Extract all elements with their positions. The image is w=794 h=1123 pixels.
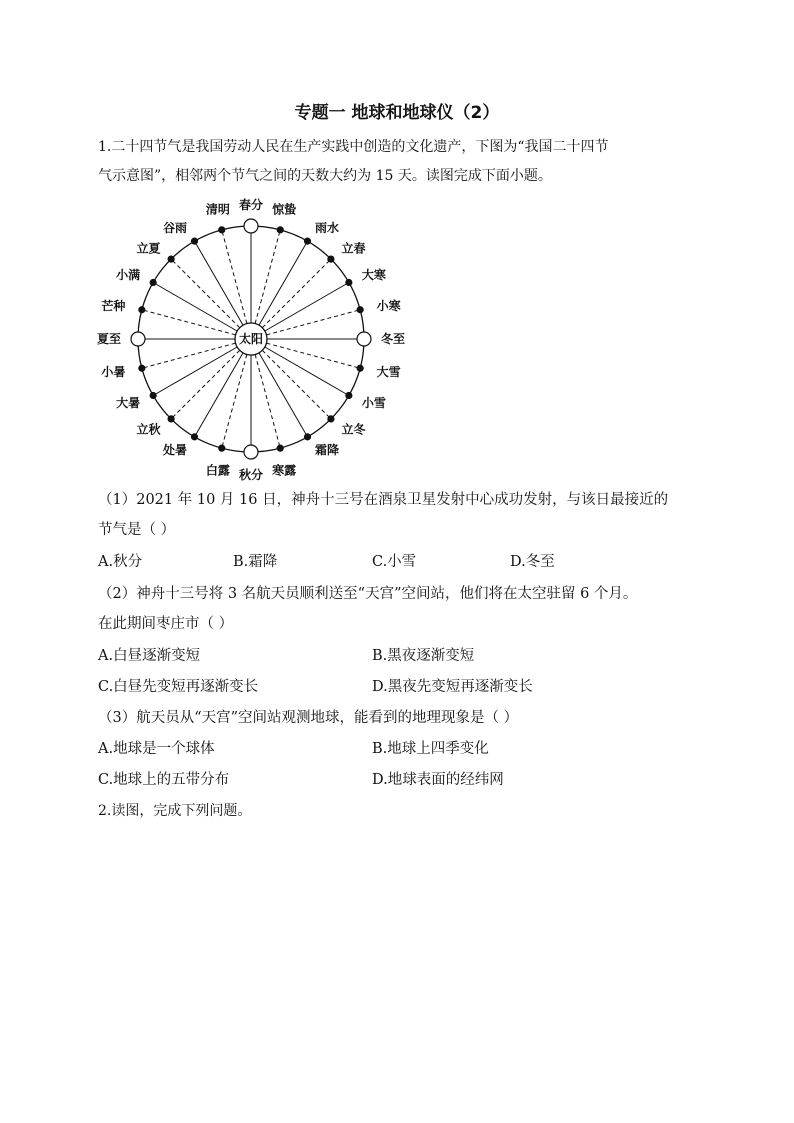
q3-option-c: C.地球上的五带分布 — [98, 772, 230, 788]
term-marker — [150, 280, 156, 286]
major-term-marker — [244, 219, 258, 233]
q2-option-c: C.白昼先变短再逐渐变长 — [98, 679, 259, 695]
q2-option-d: D.黑夜先变短再逐渐变长 — [372, 679, 533, 695]
term-marker — [150, 393, 156, 399]
term-label-19: 寒露 — [272, 463, 297, 478]
term-marker — [346, 280, 352, 286]
spoke-9 — [171, 259, 240, 328]
q1-line-1: （1）2021 年 10 月 16 日，神舟十三号在酒泉卫星发射中心成功发射，与该日最接近的 — [98, 492, 669, 508]
term-label-22: 小雪 — [361, 396, 386, 410]
intro-line-2: 气示意图”，相邻两个节气之间的天数大约为 15 天。读图完成下面小题。 — [98, 168, 552, 184]
q2-line-1: （2）神舟十三号将 3 名航天员顺利送至“天宫”空间站，他们将在太空驻留 6 个月。 — [98, 586, 638, 602]
term-label-1: 小寒 — [376, 298, 401, 313]
term-marker — [192, 434, 198, 440]
spoke-21 — [262, 350, 331, 419]
spoke-15 — [171, 350, 240, 419]
term-marker — [357, 307, 363, 313]
term-marker — [139, 365, 145, 371]
term-marker — [277, 445, 283, 451]
spoke-4 — [259, 241, 308, 325]
term-label-11: 芒种 — [101, 298, 126, 313]
q3-line-1: （3）航天员从“天宫”空间站观测地球，能看到的地理现象是（ ） — [98, 710, 519, 726]
solar-terms-diagram — [96, 196, 410, 482]
page-title: 专题一 地球和地球仪（2） — [294, 103, 500, 123]
spoke-14 — [153, 347, 237, 396]
term-label-15: 立秋 — [136, 422, 161, 437]
spoke-16 — [195, 353, 244, 437]
spoke-10 — [153, 283, 237, 332]
term-label-10: 小满 — [116, 268, 141, 282]
term-label-8: 谷雨 — [162, 221, 187, 236]
spoke-3 — [262, 259, 331, 328]
term-label-23: 大雪 — [376, 365, 401, 380]
spoke-20 — [259, 353, 308, 437]
term-marker — [277, 227, 283, 233]
term-marker — [328, 256, 334, 262]
term-label-0: 冬至 — [381, 332, 406, 346]
term-label-4: 雨水 — [315, 221, 340, 236]
term-marker — [219, 227, 225, 233]
q1-option-a: A.秋分 — [98, 554, 143, 570]
q3-option-d: D.地球表面的经纬网 — [372, 772, 504, 788]
term-label-2: 大寒 — [361, 268, 386, 282]
term-label-14: 大暑 — [116, 396, 141, 410]
spoke-22 — [265, 347, 349, 396]
sun-label: 太阳 — [238, 332, 264, 346]
term-label-7: 清明 — [205, 202, 230, 217]
term-marker — [192, 238, 198, 244]
q1-option-c: C.小雪 — [372, 554, 417, 570]
term-marker — [346, 393, 352, 399]
q3-option-b: B.地球上四季变化 — [372, 741, 489, 757]
q1-option-b: B.霜降 — [233, 554, 278, 570]
term-marker — [305, 238, 311, 244]
term-label-17: 白露 — [205, 463, 230, 478]
q2-line-2: 在此期间枣庄市（ ） — [98, 616, 234, 632]
spoke-8 — [195, 241, 244, 325]
spoke-2 — [265, 283, 349, 332]
q1-option-d: D.冬至 — [510, 554, 555, 570]
term-marker — [328, 416, 334, 422]
major-term-marker — [131, 332, 145, 346]
term-label-3: 立春 — [341, 241, 366, 256]
term-label-12: 夏至 — [96, 332, 121, 346]
q3-option-a: A.地球是一个球体 — [98, 741, 215, 757]
term-label-20: 霜降 — [315, 442, 340, 457]
q1-line-2: 节气是（ ） — [98, 522, 176, 538]
q2-option-b: B.黑夜逐渐变短 — [372, 648, 475, 664]
term-label-13: 小暑 — [101, 365, 126, 380]
major-term-marker — [244, 445, 258, 459]
term-label-9: 立夏 — [136, 241, 161, 256]
intro-line-1: 1.二十四节气是我国劳动人民在生产实践中创造的文化遗产，下图为“我国二十四节 — [98, 139, 609, 155]
major-term-marker — [357, 332, 371, 346]
term-marker — [357, 365, 363, 371]
q2-option-a: A.白昼逐渐变短 — [98, 648, 201, 664]
term-marker — [305, 434, 311, 440]
q4-line-1: 2.读图，完成下列问题。 — [98, 803, 252, 819]
term-marker — [168, 416, 174, 422]
term-label-18: 秋分 — [238, 468, 264, 482]
term-marker — [168, 256, 174, 262]
term-label-6: 春分 — [238, 198, 264, 212]
term-label-21: 立冬 — [341, 422, 366, 437]
term-marker — [219, 445, 225, 451]
term-label-5: 惊蛰 — [272, 202, 297, 217]
term-label-16: 处暑 — [162, 442, 187, 457]
term-marker — [139, 307, 145, 313]
